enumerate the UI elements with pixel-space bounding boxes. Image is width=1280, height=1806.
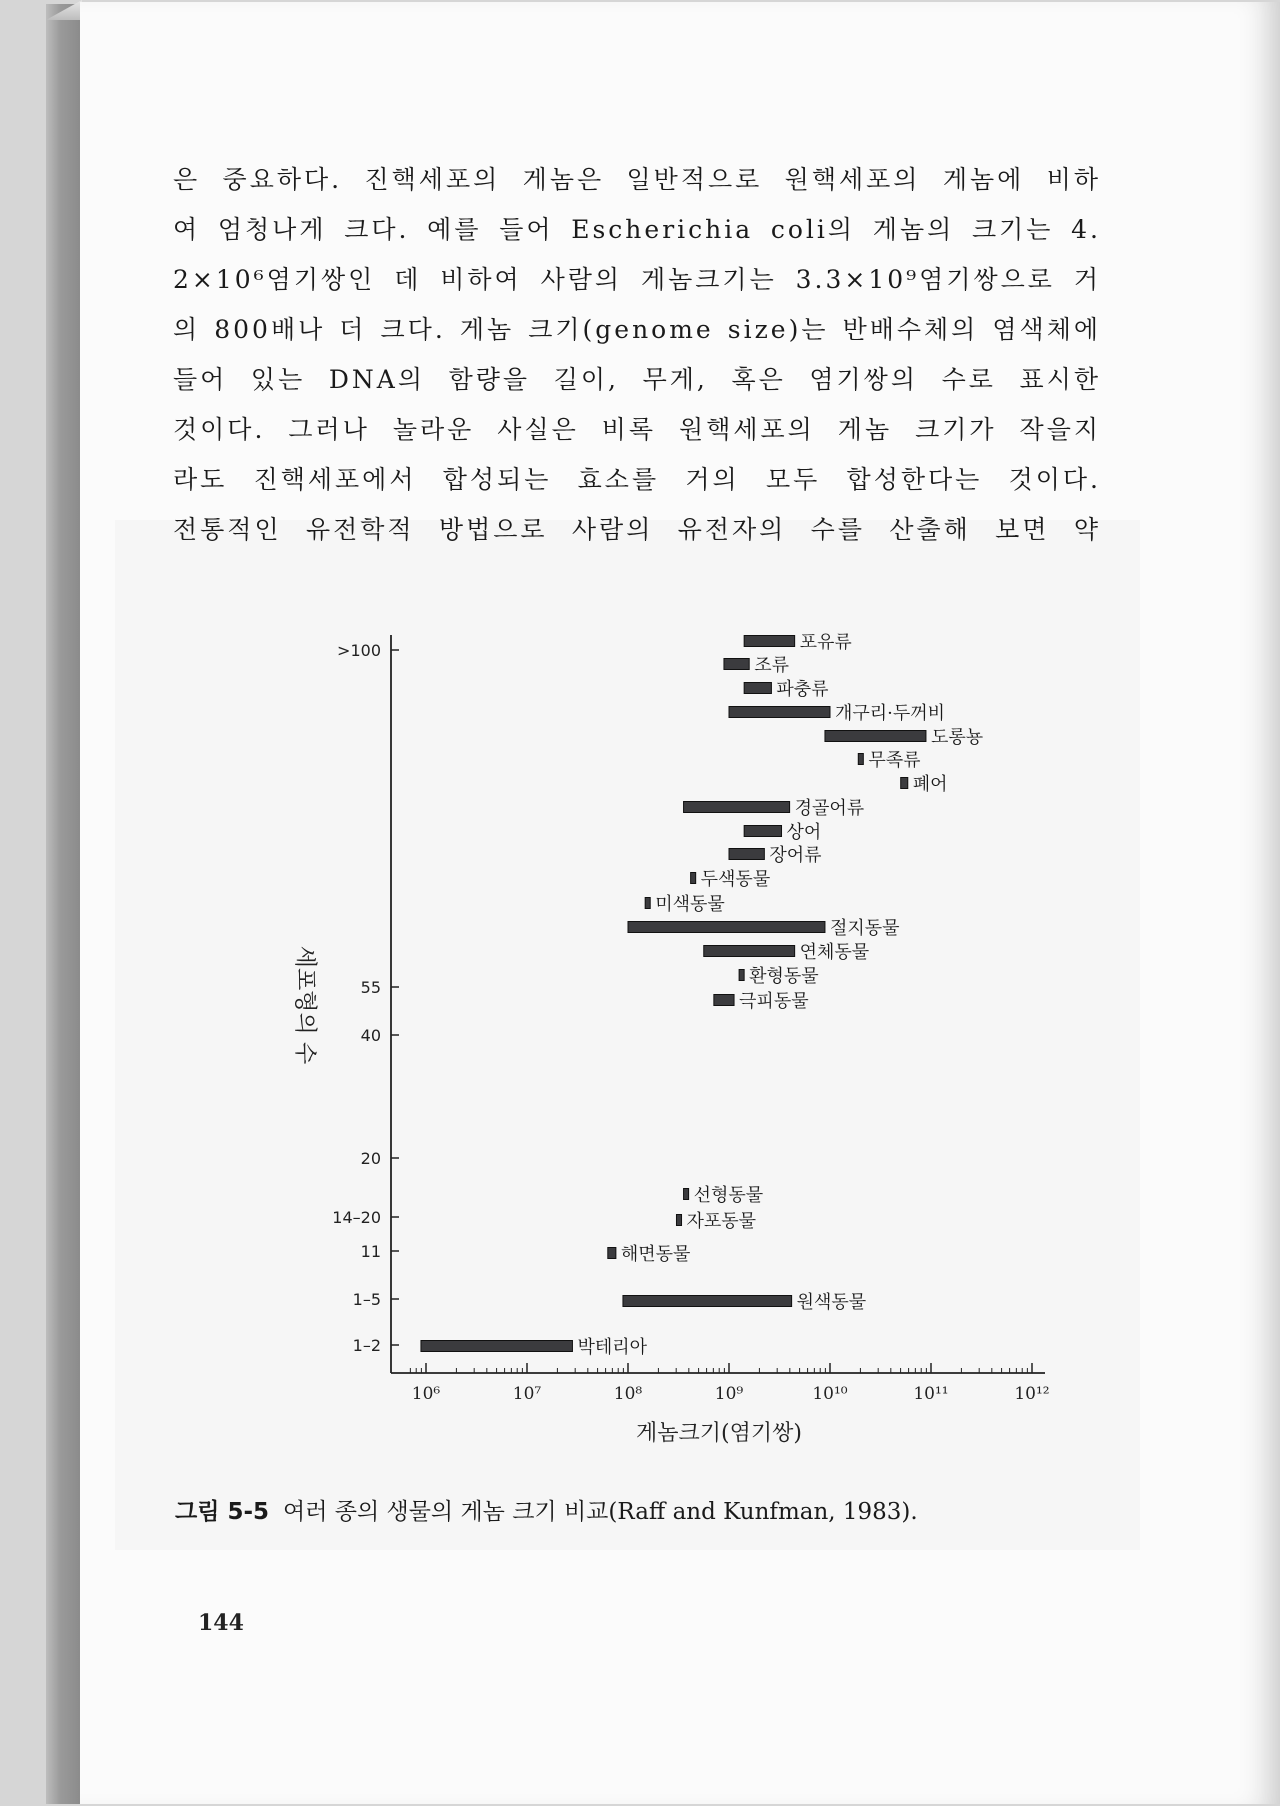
bar-17 xyxy=(684,1189,689,1200)
x-tick-label: 10¹¹ xyxy=(913,1384,949,1404)
bar-6 xyxy=(858,754,863,765)
x-tick-label: 10⁶ xyxy=(411,1384,441,1404)
bar-13 xyxy=(628,922,825,933)
bar-3 xyxy=(744,683,771,694)
figure-caption-text: 여러 종의 생물의 게놈 크기 비교(Raff and Kunfman, 1983). xyxy=(283,1499,918,1525)
text-line: 의 800배나 더 크다. 게놈 크기(genome size)는 반배수체의 염색체에 xyxy=(173,315,1101,344)
figure-label: 그림 5-5 xyxy=(175,1499,269,1525)
bar-label: 선형동물 xyxy=(693,1185,764,1206)
bar-label: 극피동물 xyxy=(739,991,809,1012)
y-axis-title: 세포형의 수 xyxy=(292,945,318,1065)
bar-label: 두색동물 xyxy=(700,869,771,890)
bar-label: 상어 xyxy=(786,822,822,843)
bar-5 xyxy=(825,731,926,742)
bar-label: 자포동물 xyxy=(686,1211,757,1232)
bar-7 xyxy=(901,778,908,789)
bar-4 xyxy=(729,707,830,718)
y-tick-label: 14–20 xyxy=(332,1208,381,1227)
bar-label: 해면동물 xyxy=(620,1244,691,1265)
y-tick-label: 1–2 xyxy=(352,1336,381,1355)
bar-18 xyxy=(676,1215,681,1226)
bar-label: 무족류 xyxy=(868,750,921,771)
bar-11 xyxy=(691,873,696,884)
x-tick-label: 10¹⁰ xyxy=(812,1384,848,1404)
bar-19 xyxy=(608,1248,616,1259)
bar-14 xyxy=(704,946,795,957)
bar-20 xyxy=(623,1296,792,1307)
bar-12 xyxy=(645,898,650,909)
bar-label: 연체동물 xyxy=(799,942,870,963)
bar-8 xyxy=(684,802,790,813)
bar-label: 폐어 xyxy=(912,774,948,795)
bar-label: 경골어류 xyxy=(794,798,865,819)
bar-label: 장어류 xyxy=(769,845,822,866)
bar-label: 개구리·두꺼비 xyxy=(835,703,946,724)
text-line: 들어 있는 DNA의 함량을 길이, 무게, 혹은 염기쌍의 수로 표시한 xyxy=(173,365,1101,394)
bar-label: 조류 xyxy=(754,655,789,676)
bar-10 xyxy=(729,849,764,860)
text-line: 전통적인 유전학적 방법으로 사람의 유전자의 수를 산출해 보면 약 xyxy=(173,515,1101,544)
bar-label: 박테리아 xyxy=(577,1337,648,1358)
x-axis-title: 게놈크기(염기쌍) xyxy=(636,1421,802,1446)
y-tick-label: 20 xyxy=(360,1149,381,1168)
book-spine xyxy=(46,4,82,1804)
bar-16 xyxy=(714,995,734,1006)
bar-label: 도롱뇽 xyxy=(930,727,984,748)
x-tick-label: 10¹² xyxy=(1014,1384,1050,1404)
y-tick-label: 1–5 xyxy=(352,1290,381,1309)
y-tick-label: >100 xyxy=(337,641,381,660)
bar-label: 미색동물 xyxy=(655,894,725,915)
bar-9 xyxy=(744,826,781,837)
text-line: 은 중요하다. 진핵세포의 게놈은 일반적으로 원핵세포의 게놈에 비하 xyxy=(173,165,1101,194)
text-line: 것이다. 그러나 놀라운 사실은 비록 원핵세포의 게놈 크기가 작을지 xyxy=(173,415,1101,444)
text-line: 2×10⁶염기쌍인 데 비하여 사람의 게놈크기는 3.3×10⁹염기쌍으로 거 xyxy=(173,265,1101,294)
text-line: 라도 진핵세포에서 합성되는 효소를 거의 모두 합성한다는 것이다. xyxy=(173,465,1101,494)
x-tick-label: 10⁷ xyxy=(512,1384,542,1404)
y-tick-label: 11 xyxy=(360,1242,381,1261)
bar-15 xyxy=(739,970,744,981)
bar-21 xyxy=(421,1341,573,1352)
bar-2 xyxy=(724,659,749,670)
genome-size-chart xyxy=(270,620,1070,1450)
bar-label: 포유류 xyxy=(799,632,852,653)
bar-label: 환형동물 xyxy=(749,966,819,987)
x-tick-label: 10⁹ xyxy=(714,1384,744,1404)
bar-label: 파충류 xyxy=(776,679,829,700)
text-line: 여 엄청나게 크다. 예를 들어 Escherichia coli의 게놈의 크기는 4. xyxy=(173,215,1101,244)
bar-label: 절지동물 xyxy=(829,918,900,939)
x-tick-label: 10⁸ xyxy=(613,1384,643,1404)
bar-1 xyxy=(744,636,795,647)
bar-label: 원색동물 xyxy=(796,1292,867,1313)
page-number: 144 xyxy=(198,1610,244,1636)
figure-caption xyxy=(175,1493,918,1526)
y-tick-label: 55 xyxy=(360,978,381,997)
y-tick-label: 40 xyxy=(360,1026,381,1045)
